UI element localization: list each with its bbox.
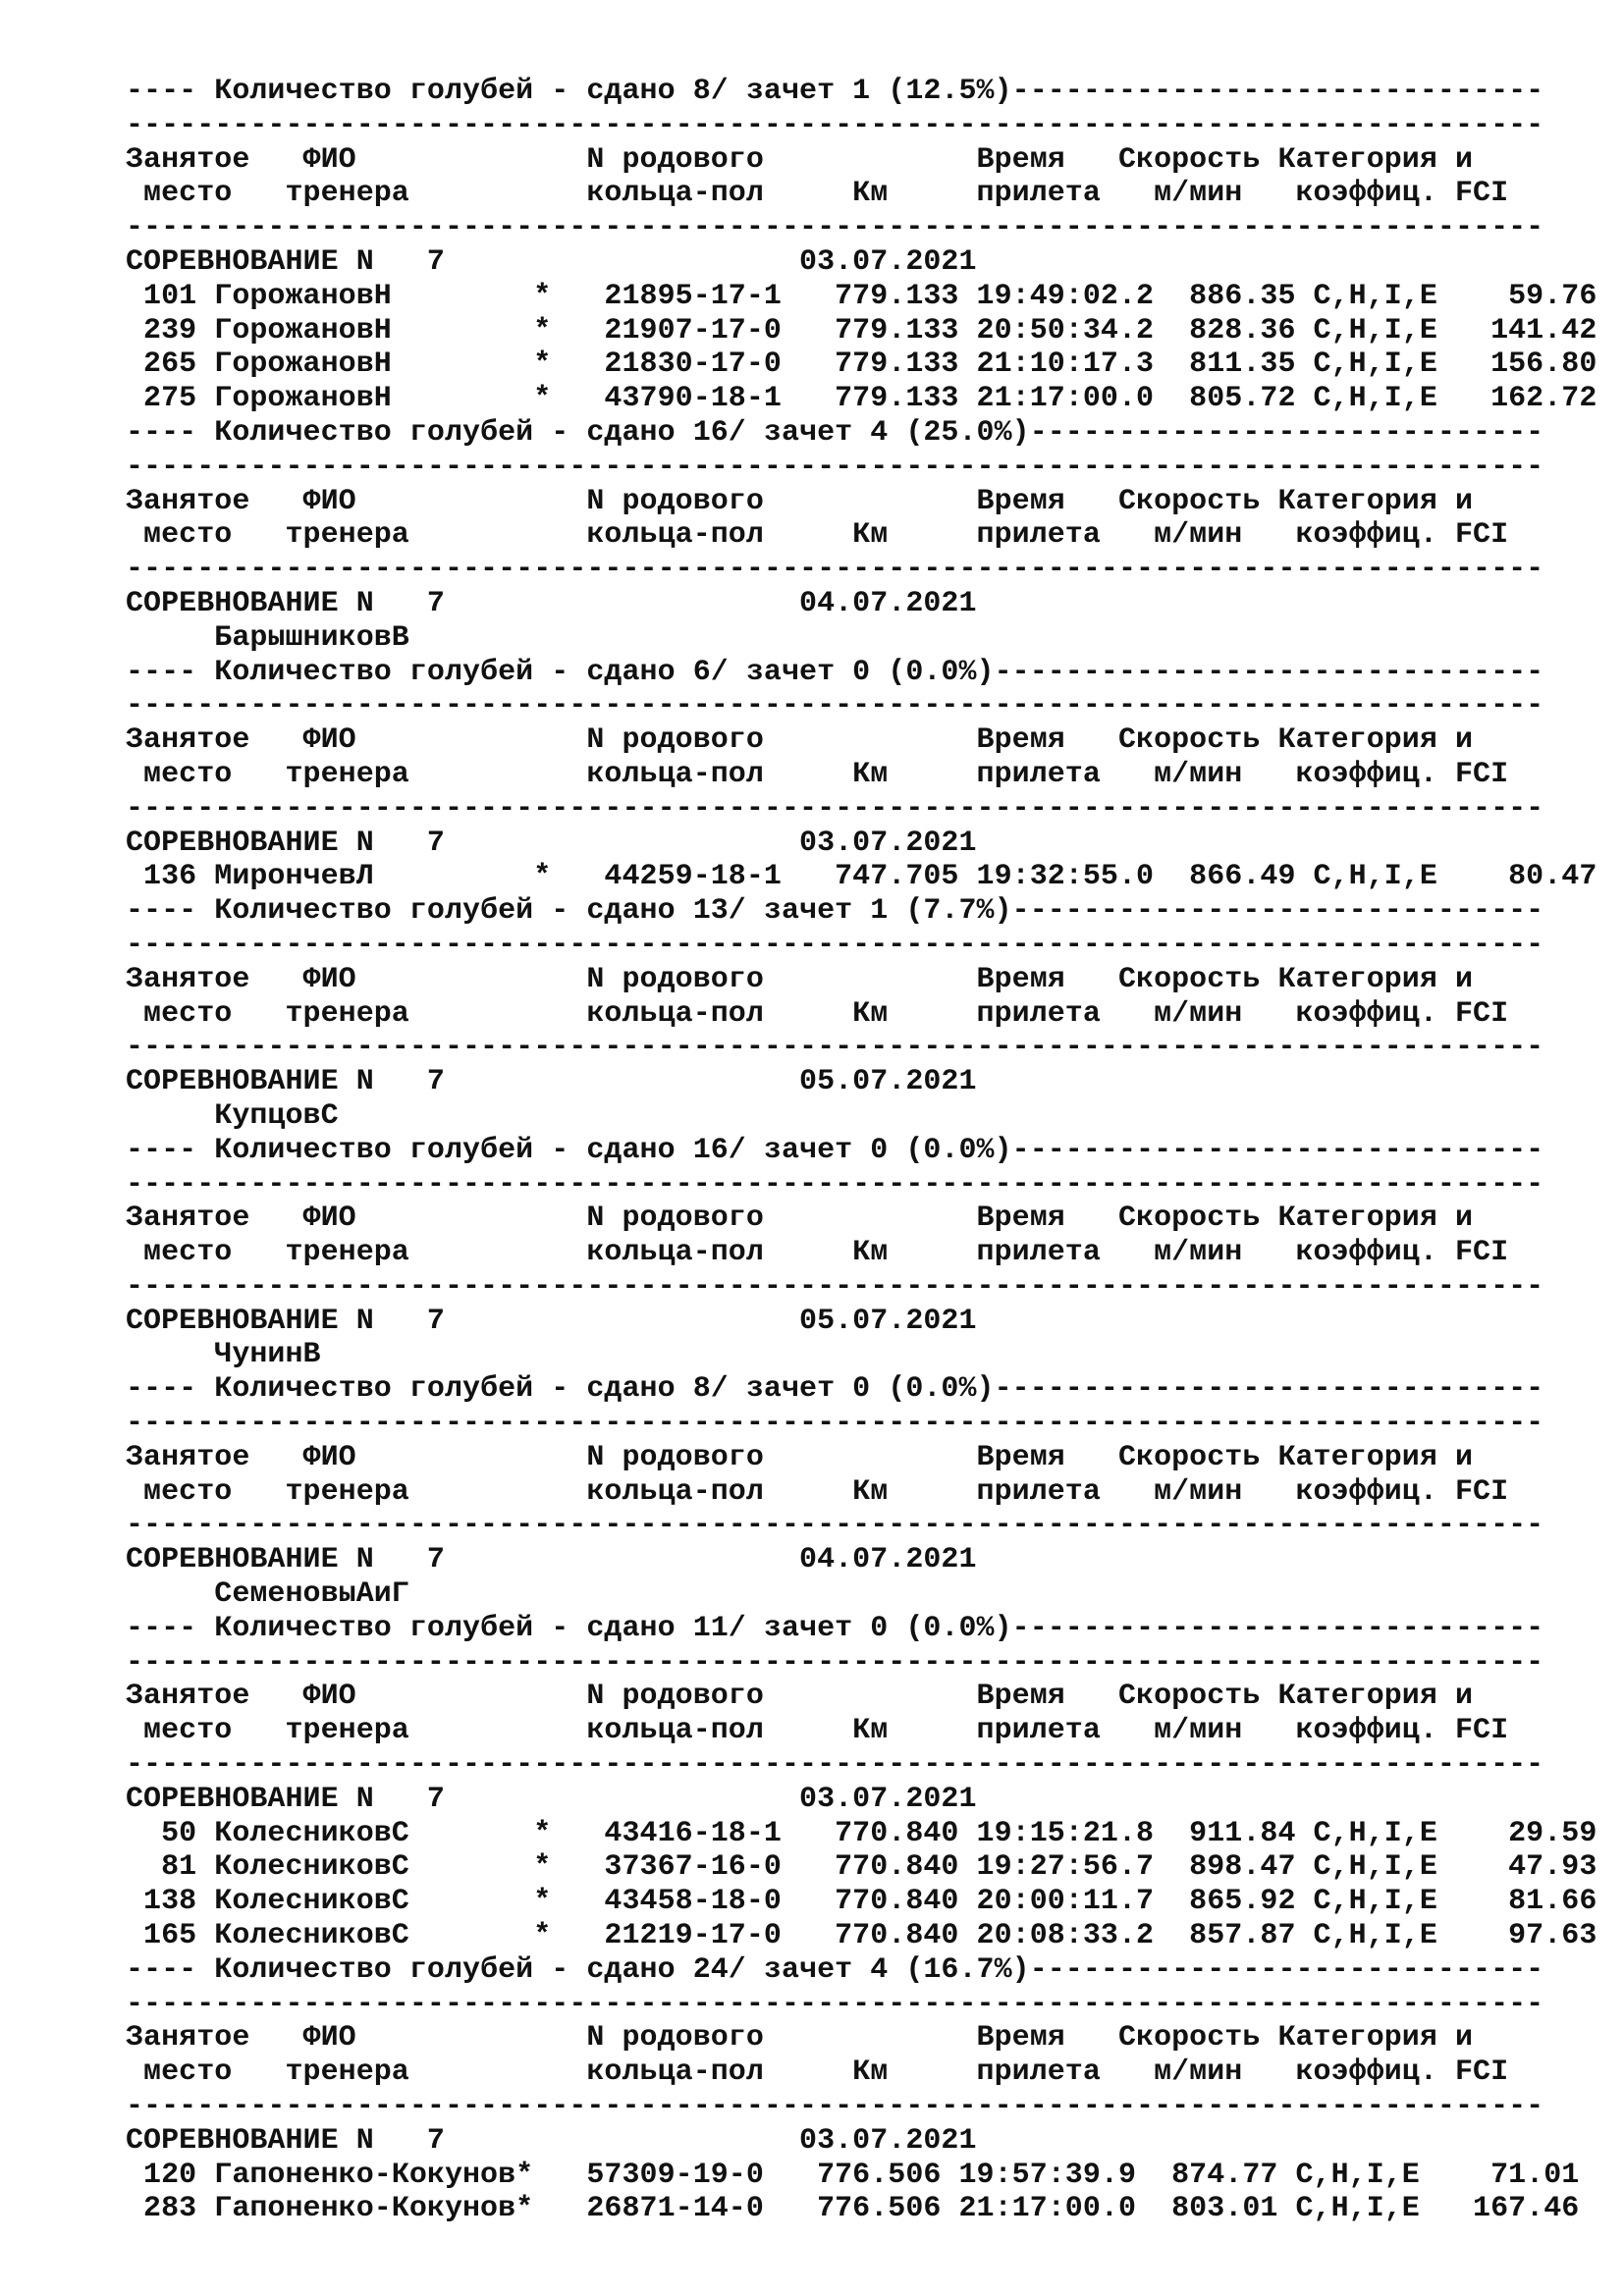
column-header-line-2: место тренера кольца-пол Км прилета м/мин коэффиц. FCI [126, 1714, 1509, 1748]
competition-line: СОРЕВНОВАНИЕ N 7 04.07.2021 [126, 1543, 977, 1577]
separator-line: -------------------------------------------------------------------------------- [126, 689, 1544, 723]
result-row: 275 ГорожановН * 43790-18-1 779.133 21:17:00.0 805.72 C,H,I,E 162.72 [126, 382, 1597, 416]
separator-line: -------------------------------------------------------------------------------- [126, 211, 1544, 245]
column-header-line-2: место тренера кольца-пол Км прилета м/мин коэффиц. FCI [126, 757, 1509, 791]
separator-line: -------------------------------------------------------------------------------- [126, 1269, 1544, 1304]
summary-line: ---- Количество голубей - сдано 8/ зачет 1 (12.5%)------------------------------ [126, 75, 1544, 108]
race-results-report [126, 75, 1598, 2226]
summary-line: ---- Количество голубей - сдано 8/ зачет 0 (0.0%)------------------------------- [126, 1372, 1544, 1407]
separator-line: -------------------------------------------------------------------------------- [126, 2090, 1544, 2124]
separator-line: -------------------------------------------------------------------------------- [126, 553, 1544, 587]
result-row: 165 КолесниковС * 21219-17-0 770.840 20:08:33.2 857.87 C,H,I,E 97.63 [126, 1919, 1597, 1953]
separator-line: -------------------------------------------------------------------------------- [126, 1509, 1544, 1543]
separator-line: -------------------------------------------------------------------------------- [126, 791, 1544, 826]
separator-line: -------------------------------------------------------------------------------- [126, 928, 1544, 962]
competition-line: СОРЕВНОВАНИЕ N 7 03.07.2021 [126, 2123, 977, 2158]
result-row: 136 МирончевЛ * 44259-18-1 747.705 19:32:55.0 866.49 C,H,I,E 80.47 [126, 860, 1597, 894]
competition-line: СОРЕВНОВАНИЕ N 7 04.07.2021 [126, 586, 977, 620]
result-row: 50 КолесниковС * 43416-18-1 770.840 19:15:21.8 911.84 C,H,I,E 29.59 [126, 1816, 1597, 1850]
result-row: 81 КолесниковС * 37367-16-0 770.840 19:27:56.7 898.47 C,H,I,E 47.93 [126, 1850, 1597, 1885]
separator-line: -------------------------------------------------------------------------------- [126, 108, 1544, 142]
column-header-line-2: место тренера кольца-пол Км прилета м/мин коэффиц. FCI [126, 1474, 1509, 1509]
column-header-line-1: Занятое ФИО N родового Время Скорость Категория и [126, 1440, 1474, 1474]
separator-line: -------------------------------------------------------------------------------- [126, 1407, 1544, 1441]
competition-line: СОРЕВНОВАНИЕ N 7 03.07.2021 [126, 826, 977, 860]
result-row: 138 КолесниковС * 43458-18-0 770.840 20:00:11.7 865.92 C,H,I,E 81.66 [126, 1885, 1597, 1919]
separator-line: -------------------------------------------------------------------------------- [126, 1167, 1544, 1201]
column-header-line-2: место тренера кольца-пол Км прилета м/мин коэффиц. FCI [126, 2056, 1509, 2090]
trainer-name-line: БарышниковВ [126, 620, 409, 655]
summary-line: ---- Количество голубей - сдано 24/ зачет 4 (16.7%)----------------------------- [126, 1952, 1544, 1987]
separator-line: -------------------------------------------------------------------------------- [126, 1748, 1544, 1783]
column-header-line-1: Занятое ФИО N родового Время Скорость Категория и [126, 2021, 1474, 2056]
column-header-line-1: Занятое ФИО N родового Время Скорость Категория и [126, 723, 1474, 758]
trainer-name-line: КупцовС [126, 1098, 339, 1133]
column-header-line-2: место тренера кольца-пол Км прилета м/мин коэффиц. FCI [126, 996, 1509, 1031]
column-header-line-1: Занятое ФИО N родового Время Скорость Категория и [126, 962, 1474, 996]
separator-line: -------------------------------------------------------------------------------- [126, 1645, 1544, 1680]
column-header-line-1: Занятое ФИО N родового Время Скорость Категория и [126, 1201, 1474, 1236]
column-header-line-2: место тренера кольца-пол Км прилета м/мин коэффиц. FCI [126, 177, 1509, 211]
summary-line: ---- Количество голубей - сдано 6/ зачет 0 (0.0%)------------------------------- [126, 655, 1544, 689]
result-row: 283 Гапоненко-Кокунов* 26871-14-0 776.506 21:17:00.0 803.01 C,H,I,E 167.46 [126, 2192, 1580, 2226]
result-row: 265 ГорожановН * 21830-17-0 779.133 21:10:17.3 811.35 C,H,I,E 156.80 [126, 347, 1597, 382]
trainer-name-line: ЧунинВ [126, 1338, 321, 1372]
column-header-line-2: место тренера кольца-пол Км прилета м/мин коэффиц. FCI [126, 1236, 1509, 1270]
column-header-line-1: Занятое ФИО N родового Время Скорость Категория и [126, 484, 1474, 518]
competition-line: СОРЕВНОВАНИЕ N 7 05.07.2021 [126, 1065, 977, 1099]
summary-line: ---- Количество голубей - сдано 13/ зачет 1 (7.7%)------------------------------ [126, 894, 1544, 929]
result-row: 120 Гапоненко-Кокунов* 57309-19-0 776.506 19:57:39.9 874.77 C,H,I,E 71.01 [126, 2158, 1580, 2192]
separator-line: -------------------------------------------------------------------------------- [126, 1987, 1544, 2021]
column-header-line-1: Занятое ФИО N родового Время Скорость Категория и [126, 142, 1474, 177]
trainer-name-line: СеменовыАиГ [126, 1577, 409, 1612]
summary-line: ---- Количество голубей - сдано 11/ зачет 0 (0.0%)------------------------------ [126, 1611, 1544, 1645]
summary-line: ---- Количество голубей - сдано 16/ зачет 0 (0.0%)------------------------------ [126, 1133, 1544, 1167]
competition-line: СОРЕВНОВАНИЕ N 7 03.07.2021 [126, 244, 977, 279]
result-row: 101 ГорожановН * 21895-17-1 779.133 19:49:02.2 886.35 C,H,I,E 59.76 [126, 279, 1597, 313]
competition-line: СОРЕВНОВАНИЕ N 7 05.07.2021 [126, 1304, 977, 1338]
competition-line: СОРЕВНОВАНИЕ N 7 03.07.2021 [126, 1782, 977, 1816]
column-header-line-2: место тренера кольца-пол Км прилета м/мин коэффиц. FCI [126, 518, 1509, 553]
column-header-line-1: Занятое ФИО N родового Время Скорость Категория и [126, 1680, 1474, 1714]
summary-line: ---- Количество голубей - сдано 16/ зачет 4 (25.0%)----------------------------- [126, 415, 1544, 450]
separator-line: -------------------------------------------------------------------------------- [126, 450, 1544, 484]
separator-line: -------------------------------------------------------------------------------- [126, 1031, 1544, 1065]
result-row: 239 ГорожановН * 21907-17-0 779.133 20:50:34.2 828.36 C,H,I,E 141.42 [126, 313, 1597, 347]
